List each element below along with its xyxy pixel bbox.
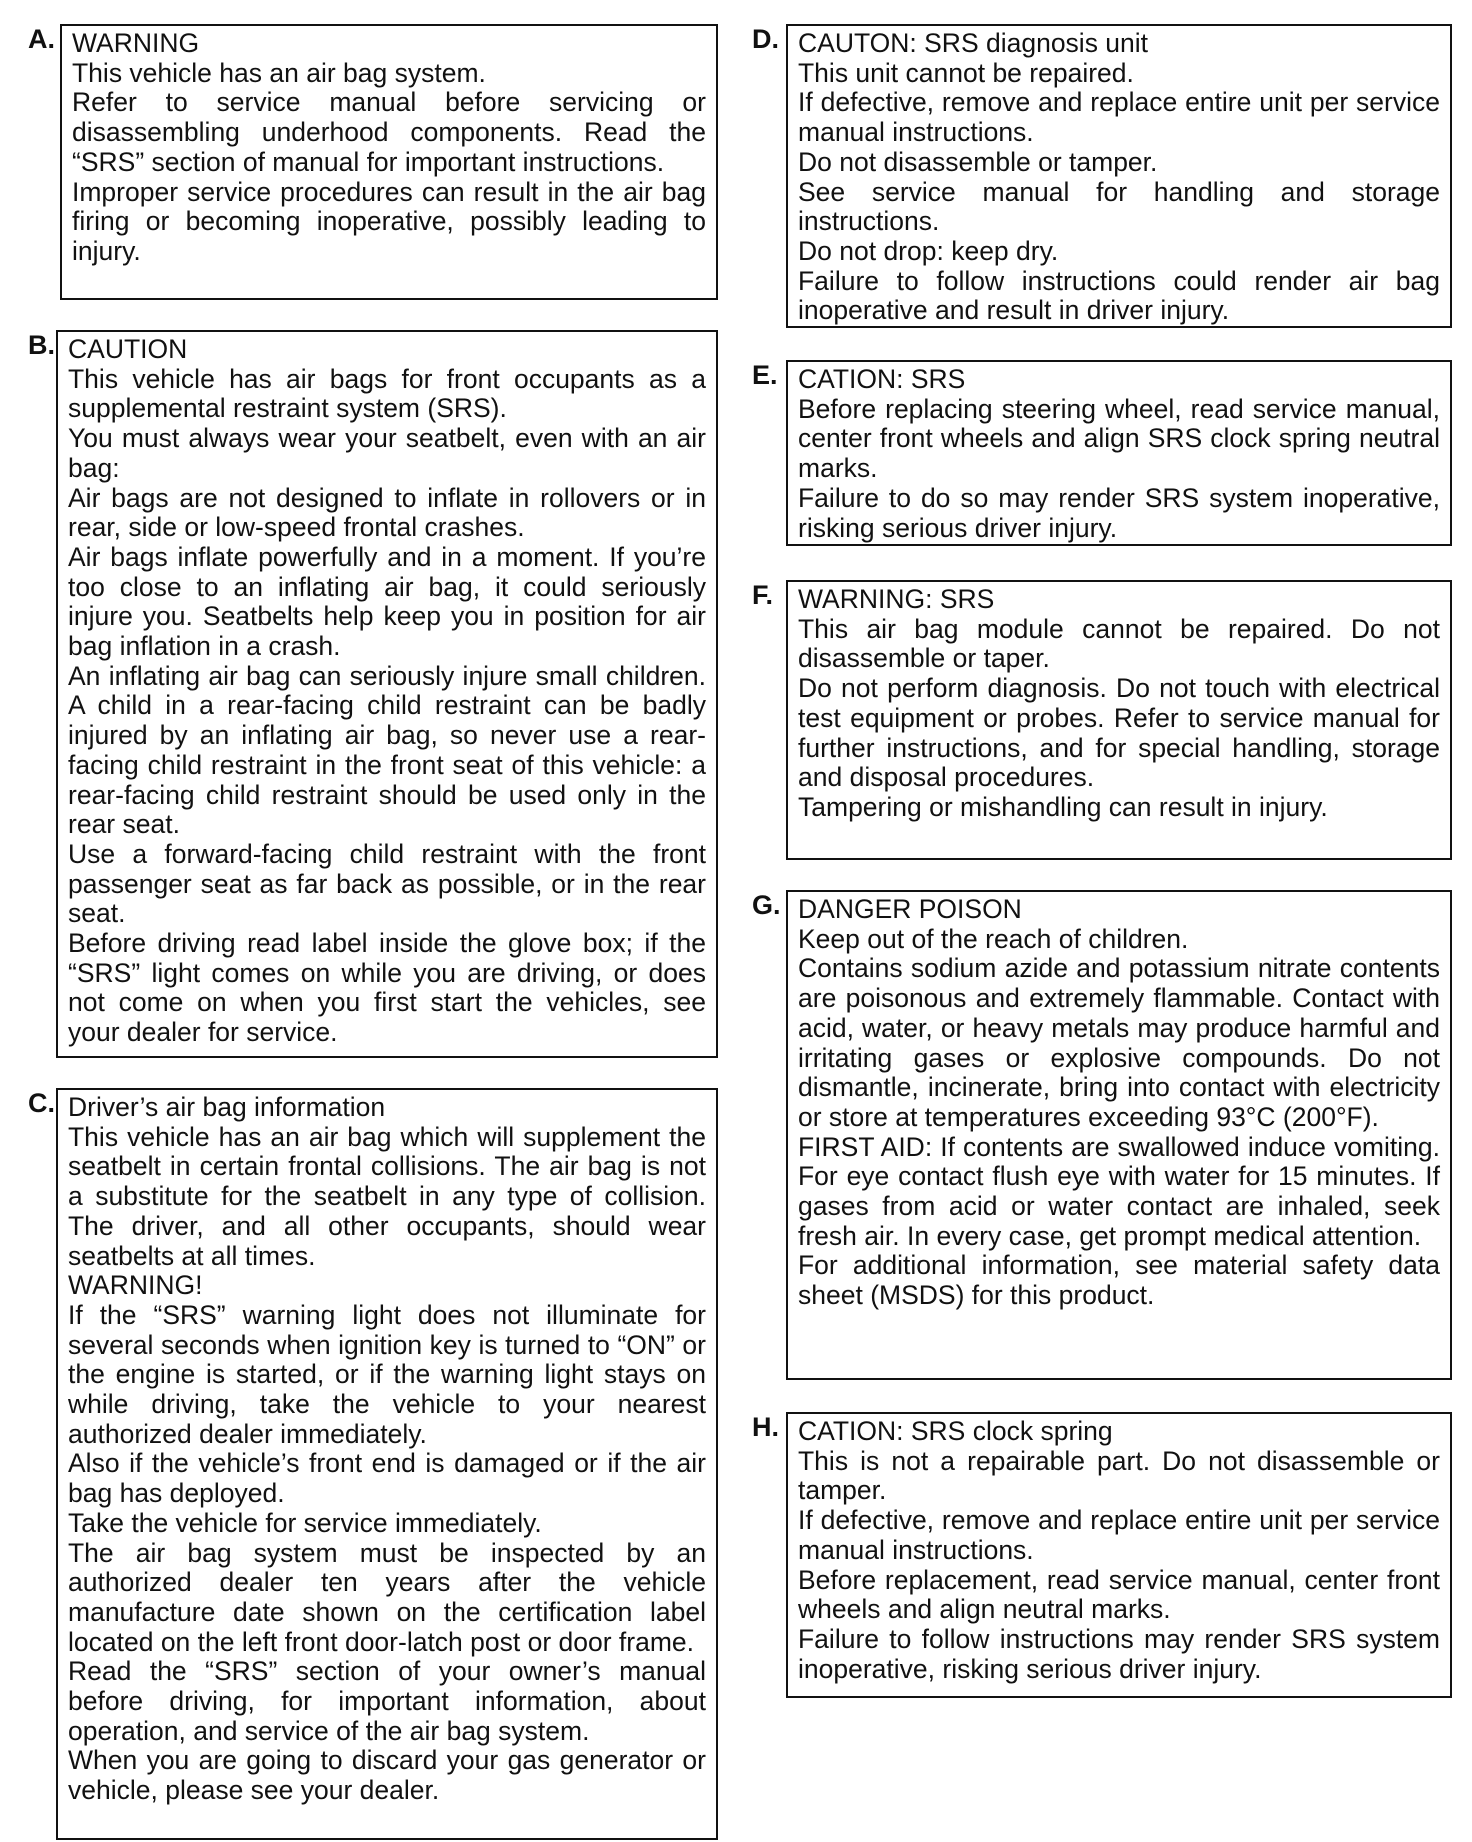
- label-c-line-1: This vehicle has an air bag which will supplement the seatbelt in certain frontal collisions. The air bag is not a substitute for the seatbelt in any type of collision. The driver, and all other occupants, should wear seatbelts at all times.: [68, 1121, 706, 1271]
- label-g-box: [786, 890, 1452, 1380]
- label-b-line-1: This vehicle has air bags for front occupants as a supplemental restraint system (SRS).: [68, 363, 706, 424]
- label-b-line-7: Before driving read label inside the glove box; if the “SRS” light comes on while you are driving, or does not come on when you first start the vehicles, see your dealer for service.: [68, 928, 706, 1048]
- label-e-line-1: Before replacing steering wheel, read service manual, center front wheels and align SRS clock spring neutral marks.: [798, 393, 1440, 484]
- label-h-line-3: Before replacement, read service manual, center front wheels and align neutral marks.: [798, 1564, 1440, 1625]
- label-d-line-5: Do not drop: keep dry.: [798, 235, 1059, 266]
- label-d: [752, 24, 1452, 328]
- label-h-line-2: If defective, remove and replace entire unit per service manual instructions.: [798, 1505, 1440, 1565]
- label-b-heading: CAUTION: [68, 334, 188, 364]
- label-b-line-3: Air bags are not designed to inflate in rollovers or in rear, side or low-speed frontal crashes.: [68, 482, 706, 543]
- label-b-box: [56, 330, 718, 1058]
- label-c-line-4: Also if the vehicle’s front end is damaged or if the air bag has deployed.: [68, 1448, 706, 1509]
- label-d-line-6: Failure to follow instructions could render air bag inoperative and result in driver injury.: [798, 265, 1440, 326]
- label-b-line-4: Air bags inflate powerfully and in a moment. If you’re too close to an inflating air bag, it could seriously injure you. Seatbelts help keep you in position for air bag inflation in a crash.: [68, 541, 706, 662]
- label-g-line-2: Contains sodium azide and potassium nitrate contents are poisonous and extremely flammable. Contact with acid, water, or heavy metals may produce harmful and irritating gases or explosive compounds. Do not dismantle, incinerate, bring into contact with electricity or store at temperatures exceeding 93°C (200°F).: [798, 953, 1440, 1132]
- label-f-line-1: This air bag module cannot be repaired. Do not disassemble or taper.: [798, 613, 1440, 674]
- label-h: [752, 1412, 1452, 1698]
- label-b-line-2: You must always wear your seatbelt, even with an air bag:: [68, 423, 706, 483]
- label-g-letter: G.: [752, 890, 781, 920]
- label-c-line-5: Take the vehicle for service immediately.: [68, 1507, 542, 1538]
- label-c: [28, 1088, 718, 1840]
- label-e: [752, 360, 1452, 546]
- label-h-line-1: This is not a repairable part. Do not disassemble or tamper.: [798, 1445, 1440, 1506]
- label-c-line-2: WARNING!: [68, 1270, 203, 1301]
- label-d-line-4: See service manual for handling and storage instructions.: [798, 176, 1440, 237]
- label-c-heading: Driver’s air bag information: [68, 1092, 386, 1122]
- label-d-line-3: Do not disassemble or tamper.: [798, 146, 1158, 177]
- label-d-letter: D.: [752, 24, 779, 54]
- label-f: [752, 580, 1452, 860]
- label-g-line-1: Keep out of the reach of children.: [798, 923, 1189, 954]
- label-c-line-3: If the “SRS” warning light does not illuminate for several seconds when ignition key is turned to “ON” or the engine is started, or if the warning light stays on while driving, take the vehicle to your nearest authorized dealer immediately.: [68, 1299, 706, 1449]
- label-a: [28, 24, 718, 300]
- label-f-line-2: Do not perform diagnosis. Do not touch with electrical test equipment or probes. Refer to service manual for further instructions, and for special handling, storage and disposal procedures.: [798, 673, 1440, 793]
- label-e-box: [786, 360, 1452, 546]
- label-a-box: [60, 24, 718, 300]
- label-b-line-6: Use a forward-facing child restraint with the front passenger seat as far back as possible, or in the rear seat.: [68, 838, 706, 929]
- label-a-heading: WARNING: [72, 28, 200, 58]
- label-g-heading: DANGER POISON: [798, 894, 1022, 924]
- label-f-heading: WARNING: SRS: [798, 584, 995, 614]
- label-e-line-2: Failure to do so may render SRS system inoperative, risking serious driver injury.: [798, 482, 1440, 543]
- label-a-line-1: This vehicle has an air bag system.: [72, 57, 486, 88]
- label-f-line-3: Tampering or mishandling can result in injury.: [798, 791, 1328, 822]
- label-h-heading: CATION: SRS clock spring: [798, 1416, 1113, 1446]
- label-d-line-2: If defective, remove and replace entire unit per service manual instructions.: [798, 87, 1440, 148]
- label-g-line-4: For additional information, see material safety data sheet (MSDS) for this product.: [798, 1250, 1440, 1311]
- label-b: [28, 330, 718, 1058]
- label-a-line-2: Refer to service manual before servicing or disassembling underhood components. Read the “SRS” section of manual for important instructions.: [72, 87, 706, 177]
- label-b-letter: B.: [28, 330, 55, 360]
- label-d-line-1: This unit cannot be repaired.: [798, 57, 1134, 88]
- label-h-box: [786, 1412, 1452, 1698]
- label-c-line-8: When you are going to discard your gas generator or vehicle, please see your dealer.: [68, 1745, 706, 1806]
- label-e-letter: E.: [752, 360, 778, 390]
- label-c-line-6: The air bag system must be inspected by an authorized dealer ten years after the vehicle manufacture date shown on the certification label located on the left front door-latch post or door frame.: [68, 1537, 706, 1657]
- label-c-line-7: Read the “SRS” section of your owner’s manual before driving, for important information, about operation, and service of the air bag system.: [68, 1656, 706, 1746]
- label-g: [752, 890, 1452, 1380]
- label-h-line-4: Failure to follow instructions may render SRS system inoperative, risking serious driver injury.: [798, 1623, 1440, 1684]
- label-h-letter: H.: [752, 1412, 779, 1442]
- label-c-box: [56, 1088, 718, 1840]
- label-c-letter: C.: [28, 1088, 55, 1118]
- label-b-line-5: An inflating air bag can seriously injure small children. A child in a rear-facing child restraint can be badly injured by an inflating air bag, so never use a rear-facing child restraint in the front seat of this vehicle: a rear-facing child restraint should be used only in the rear seat.: [68, 660, 706, 840]
- label-a-letter: A.: [28, 24, 55, 54]
- label-f-letter: F.: [752, 580, 774, 610]
- label-d-heading: CAUTON: SRS diagnosis unit: [798, 28, 1149, 58]
- label-a-line-3: Improper service procedures can result in the air bag firing or becoming inoperative, possibly leading to injury.: [72, 176, 706, 266]
- label-f-box: [786, 580, 1452, 860]
- label-e-heading: CATION: SRS: [798, 364, 966, 394]
- label-g-line-3: FIRST AID: If contents are swallowed induce vomiting. For eye contact flush eye with water for 15 minutes. If gases from acid or water contact are inhaled, seek fresh air. In every case, get prompt medical attention.: [798, 1131, 1440, 1251]
- label-d-box: [786, 24, 1452, 328]
